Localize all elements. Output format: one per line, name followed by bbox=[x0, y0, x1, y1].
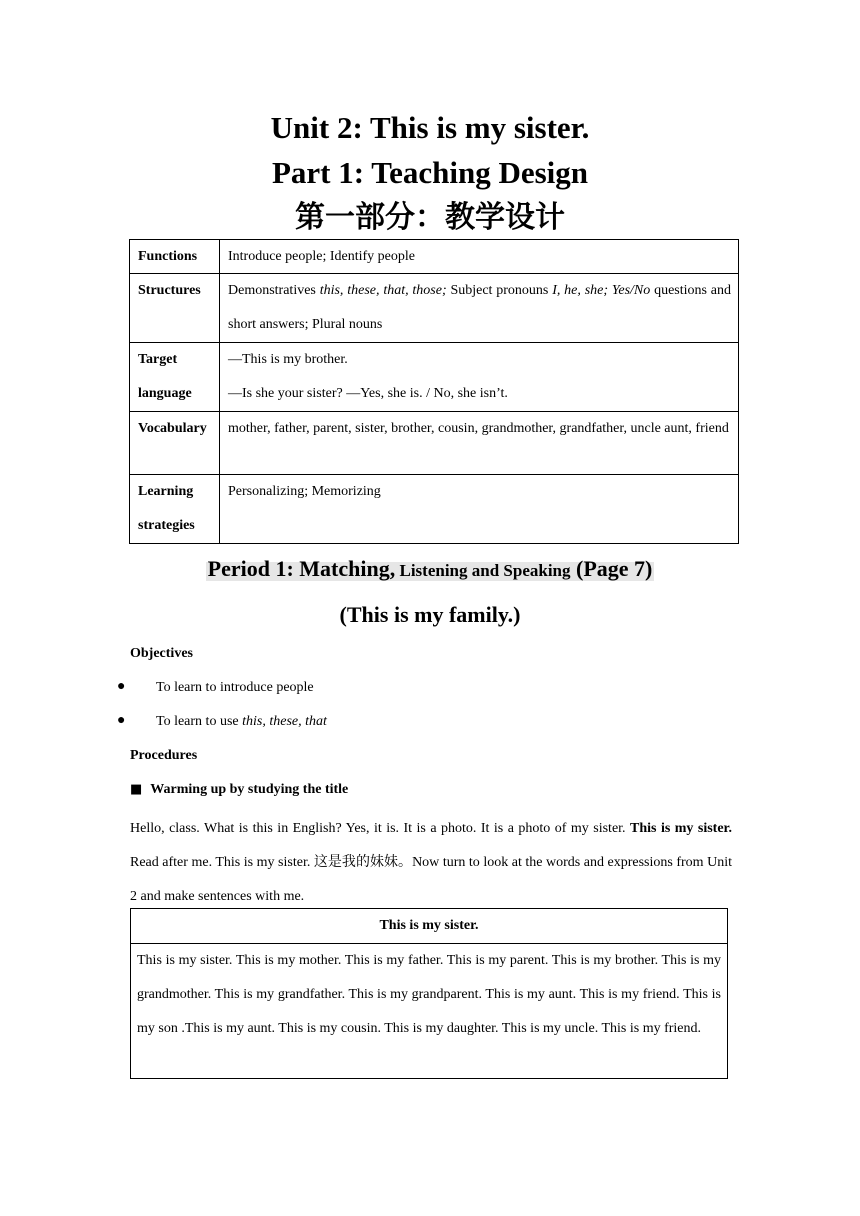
procedure-step bbox=[130, 782, 348, 798]
row-key-structures: Structures bbox=[130, 274, 220, 343]
example-table-body: This is my sister. This is my mother. This is my father. This is my parent. This is my brother. This is my grandmother. This is my grandfather. This is my grandparent. This is my aunt. This is my friend. This is my son .This is my aunt. This is my cousin. This is my daughter. This is my uncle. This is my friend. bbox=[131, 944, 728, 1079]
table-row bbox=[130, 240, 739, 274]
row-key-target-language: Target language bbox=[130, 343, 220, 412]
step-title: Warming up by studying the title bbox=[150, 782, 349, 797]
row-value-structures: Demonstratives this, these, that, those; Subject pronouns I, he, she; Yes/No questions and short answers; Plural nouns bbox=[220, 274, 739, 343]
period-subtitle: (This is my family.) bbox=[339, 602, 521, 627]
period-title-a: Period 1: Matching, bbox=[207, 556, 396, 581]
objective-2: To learn to use this, these, that bbox=[156, 714, 327, 729]
overview-table bbox=[129, 239, 739, 544]
row-value-target-language: —This is my brother. —Is she your sister? —Yes, she is. / No, she isn’t. bbox=[220, 343, 739, 412]
period-heading bbox=[0, 556, 860, 582]
square-bullet-icon: ■ bbox=[130, 782, 143, 797]
row-value-vocabulary: mother, father, parent, sister, brother, cousin, grandmother, grandfather, uncle aunt, friend bbox=[220, 412, 739, 475]
row-key-vocabulary: Vocabulary bbox=[130, 412, 220, 475]
period-title-b: Listening and Speaking bbox=[395, 561, 571, 580]
table-row bbox=[130, 274, 739, 343]
example-table bbox=[130, 908, 728, 1079]
objective-1: To learn to introduce people bbox=[156, 680, 314, 695]
row-key-learning-strategies: Learning strategies bbox=[130, 475, 220, 544]
part-title: Part 1: Teaching Design bbox=[271, 155, 589, 190]
example-table-header: This is my sister. bbox=[131, 909, 728, 944]
table-row bbox=[130, 412, 739, 475]
table-row bbox=[130, 343, 739, 412]
procedures-heading: Procedures bbox=[130, 748, 198, 763]
row-value-functions: Introduce people; Identify people bbox=[220, 240, 739, 274]
unit-title: Unit 2: This is my sister. bbox=[270, 110, 590, 145]
row-key-functions: Functions bbox=[130, 240, 220, 274]
bullet-icon: ● bbox=[117, 713, 126, 728]
chinese-title: 第一部分：教学设计 bbox=[295, 200, 565, 235]
objectives-heading: Objectives bbox=[130, 646, 193, 661]
procedure-paragraph: Hello, class. What is this in English? Yes, it is. It is a photo. It is a photo of my sister. This is my sister. Read after me. This is my sister. 这是我的妹妹。Now turn to look at the words and expressions from Unit 2 and make sentences with me. bbox=[130, 821, 732, 904]
period-title-c: (Page 7) bbox=[570, 556, 653, 581]
row-value-learning-strategies: Personalizing; Memorizing bbox=[220, 475, 739, 544]
bullet-icon: ● bbox=[117, 679, 126, 694]
table-row bbox=[130, 475, 739, 544]
